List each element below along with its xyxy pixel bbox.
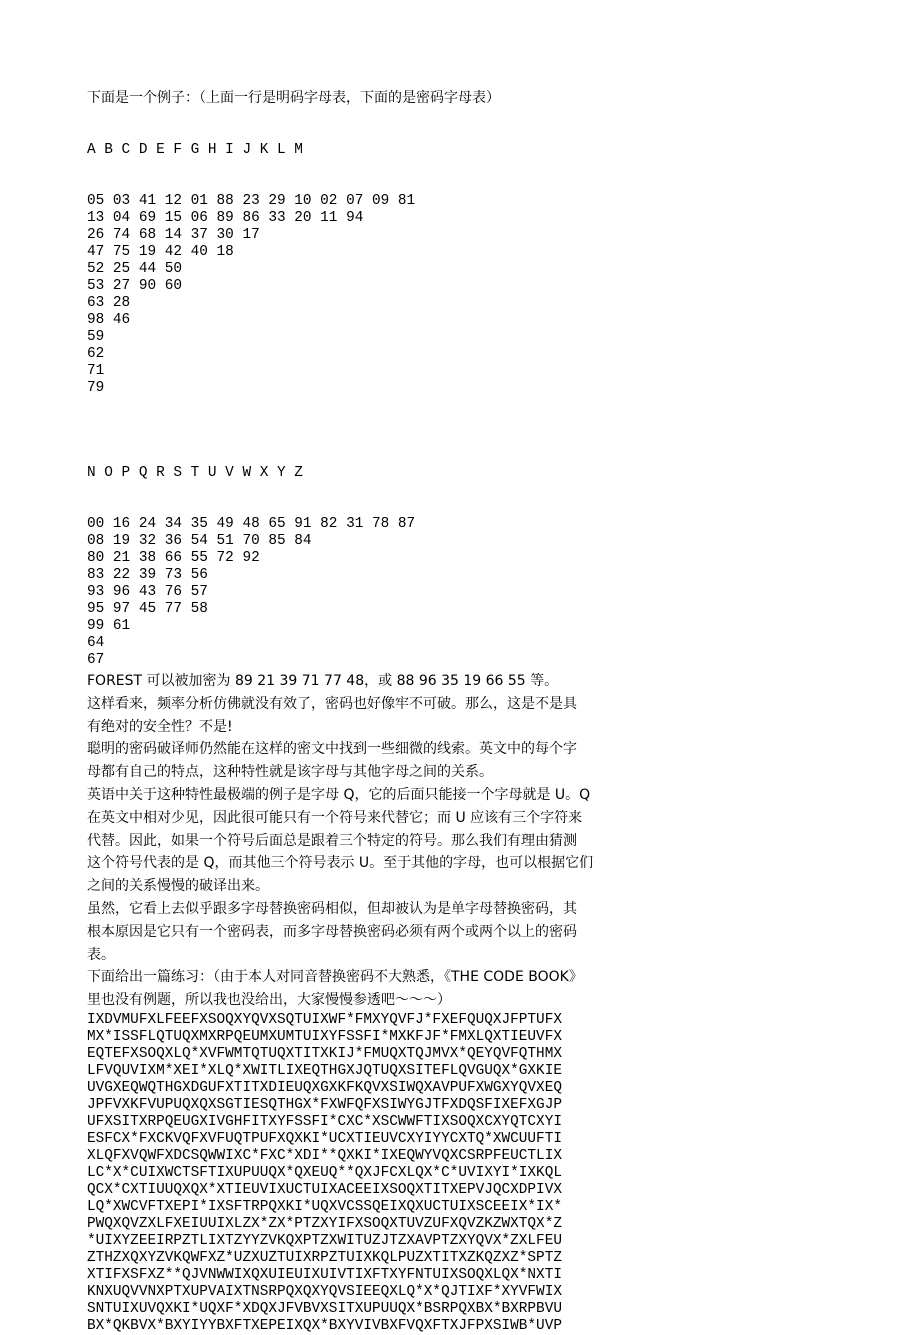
paragraph-line: 之间的关系慢慢的破译出来。 [87, 878, 269, 895]
ciphertext-line: LC*X*CUIXWCTSFTIXUPUUQX*QXEUQ**QXJFCXLQX*C*UVIXYI*IXKQL [87, 1164, 562, 1181]
ciphertext-line: ZTHZXQXYZVKQWFXZ*UZXUZTUIXRPZTUIXKQLPUZXTITXZKQZXZ*SPTZ [87, 1249, 562, 1266]
cipher-number-row: 26 74 68 14 37 30 17 [87, 227, 260, 243]
cipher-number-row: 80 21 38 66 55 72 92 [87, 550, 260, 566]
paragraph-line: 在英文中相对少见，因此很可能只有一个符号来代替它；而 U 应该有三个字符来 [87, 809, 583, 826]
cipher-number-row: 52 25 44 50 [87, 261, 182, 277]
paragraph [87, 738, 647, 784]
paragraph [87, 966, 647, 1012]
paragraph [87, 670, 647, 693]
paragraph-line: FOREST 可以被加密为 89 21 39 71 77 48，或 88 96 35 19 66 55 等。 [87, 673, 559, 689]
paragraph-line: 下面给出一篇练习：（由于本人对同音替换密码不大熟悉，《THE CODE BOOK》 [87, 969, 583, 986]
ciphertext-line: QCX*CXTIUUQXQX*XTIEUVIXUCTUIXACEEIXSOQXTITXEPVJQCXDPIVX [87, 1181, 562, 1198]
ciphertext-line: ESFCX*FXCKVQFXVFUQTPUFXQXKI*UCXTIEUVCXYIYYCXTQ*XWCUUFTI [87, 1130, 562, 1147]
cipher-number-row: 00 16 24 34 35 49 48 65 91 82 31 78 87 [87, 516, 416, 532]
ciphertext-line: UVGXEQWQTHGXDGUFXTITXDIEUQXGXKFKQVXSIWQXAVPUFXWGXYQVXEQ [87, 1079, 562, 1096]
cipher-number-row: 13 04 69 15 06 89 86 33 20 11 94 [87, 210, 364, 226]
cipher-number-row: 79 [87, 380, 105, 396]
ciphertext-line: MX*ISSFLQTUQXMXRPQEUMXUMTUIXYFSSFI*MXKFJF*FMXLQXTIEUVFX [87, 1028, 562, 1045]
ciphertext-line: EQTEFXSOQXLQ*XVFWMTQTUQXTITXKIJ*FMUQXTQJMVX*QEYQVFQTHMX [87, 1045, 562, 1062]
ciphertext-line: *UIXYZEEIRPZTLIXTZYYZVKQXPTZXWITUZJTZXAVPTZXYQVX*ZXLFEU [87, 1232, 562, 1249]
cipher-number-row: 08 19 32 36 54 51 70 85 84 [87, 533, 312, 549]
plaintext-table-n-z [87, 431, 647, 669]
paragraph [87, 693, 647, 739]
paragraph-line: 聪明的密码破译师仍然能在这样的密文中找到一些细微的线索。英文中的每个字 [87, 741, 577, 758]
cipher-number-row: 05 03 41 12 01 88 23 29 10 02 07 09 81 [87, 193, 416, 209]
ciphertext-line: PWQXQVZXLFXEIUUIXLZX*ZX*PTZXYIFXSOQXTUVZUFXQVZKZWXTQX*Z [87, 1215, 562, 1232]
paragraph [87, 784, 647, 898]
ciphertext-line: KNXUQVVNXPTXUPVAIXTNSRPQXQXYQVSIEEQXLQ*X*QJTIXF*XYVFWIX [87, 1283, 562, 1300]
ciphertext-line: BX*QKBVX*BXYIYYBXFTXEPEIXQX*BXYVIVBXFVQXFTXJFPXSIWB*UVP [87, 1317, 562, 1334]
intro-text: 下面是一个例子：（上面一行是明码字母表，下面的是密码字母表） [87, 90, 500, 106]
table-header: N O P Q R S T U V W X Y Z [87, 465, 303, 481]
cipher-number-row: 93 96 43 76 57 [87, 584, 208, 600]
cipher-number-row: 53 27 90 60 [87, 278, 182, 294]
document-page [87, 89, 647, 1335]
paragraph-line: 里也没有例题，所以我也没给出，大家慢慢参透吧～～～） [87, 992, 451, 1009]
paragraph-line: 有绝对的安全性？不是! [87, 718, 233, 735]
ciphertext-line: SNTUIXUVQXKI*UQXF*XDQXJFVBVXSITXUPUUQX*BSRPQXBX*BXRPBVU [87, 1300, 562, 1317]
cipher-number-row: 59 [87, 329, 105, 345]
cipher-number-row: 99 61 [87, 618, 131, 634]
body-paragraphs [87, 670, 647, 1012]
paragraph-line: 根本原因是它只有一个密码表，而多字母替换密码必须有两个或两个以上的密码 [87, 923, 577, 940]
ciphertext-line: IXDVMUFXLFEEFXSOQXYQVXSQTUIXWF*FMXYQVFJ*FXEFQUQXJFPTUFX [87, 1011, 562, 1028]
paragraph-line: 表。 [87, 946, 115, 963]
cipher-number-row: 71 [87, 363, 105, 379]
cipher-number-row: 83 22 39 73 56 [87, 567, 208, 583]
ciphertext-line: LFVQUVIXM*XEI*XLQ*XWITLIXEQTHGXJQTUQXSITEFLQVGUQX*GXKIE [87, 1062, 562, 1079]
cipher-number-row: 95 97 45 77 58 [87, 601, 208, 617]
cipher-number-row: 64 [87, 635, 105, 651]
paragraph-line: 这个符号代表的是 Q，而其他三个符号表示 U。至于其他的字母，也可以根据它们 [87, 855, 594, 872]
paragraph-line: 虽然，它看上去似乎跟多字母替换密码相似，但却被认为是单字母替换密码，其 [87, 900, 577, 917]
ciphertext-line: LQ*XWCVFTXEPI*IXSFTRPQXKI*UQXVCSSQEIXQXUCTUIXSCEEIX*IX* [87, 1198, 562, 1215]
paragraph-line: 母都有自己的特点，这种特性就是该字母与其他字母之间的关系。 [87, 764, 493, 781]
cipher-number-row: 67 [87, 652, 105, 668]
table-header: A B C D E F G H I J K L M [87, 142, 303, 158]
ciphertext-line: JPFVXKFVUPUQXQXSGTIESQTHGX*FXWFQFXSIWYGJTFXDQSFIXEFXGJP [87, 1096, 562, 1113]
ciphertext-line: UFXSITXRPQEUGXIVGHFITXYFSSFI*CXC*XSCWWFTIXSOQXCXYQTCXYI [87, 1113, 562, 1130]
paragraph-line: 这样看来，频率分析仿佛就没有效了，密码也好像牢不可破。那么，这是不是具 [87, 695, 577, 712]
plaintext-table-a-m [87, 108, 647, 397]
paragraph-line: 英语中关于这种特性最极端的例子是字母 Q，它的后面只能接一个字母就是 U。Q [87, 786, 591, 803]
ciphertext-line: XTIFXSFXZ**QJVNWWIXQXUIEUIXUIVTIXFTXYFNTUIXSOQXLQX*NXTI [87, 1266, 562, 1283]
cipher-number-row: 63 28 [87, 295, 131, 311]
cipher-number-row: 47 75 19 42 40 18 [87, 244, 234, 260]
paragraph [87, 898, 647, 966]
ciphertext-line: XLQFXVQWFXDCSQWWIXC*FXC*XDI**QXKI*IXEQWYVQXCSRPFEUCTLIX [87, 1147, 562, 1164]
spacer [87, 397, 647, 414]
cipher-number-row: 62 [87, 346, 105, 362]
cipher-number-row: 98 46 [87, 312, 131, 328]
spacer [87, 414, 647, 431]
paragraph-line: 代替。因此，如果一个符号后面总是跟着三个特定的符号。那么我们有理由猜测 [87, 832, 577, 849]
